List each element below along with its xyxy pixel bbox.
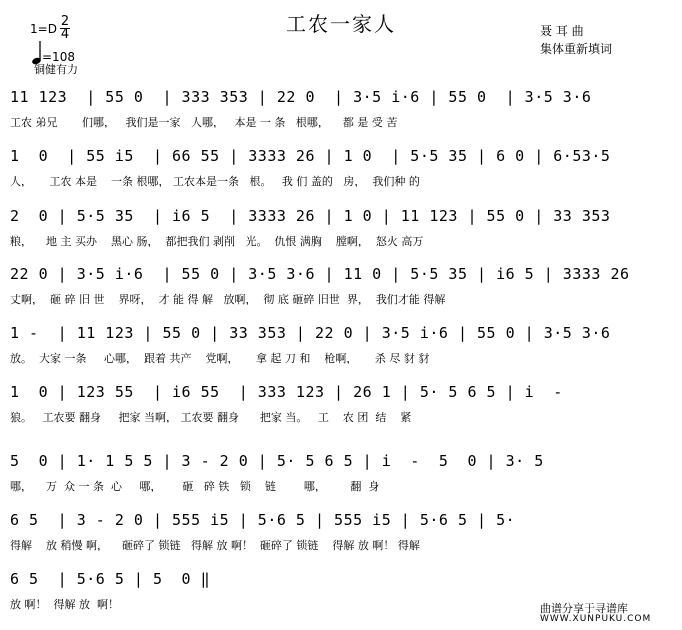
song-title: 工农一家人: [286, 12, 396, 36]
notation-line: 1 0 | 123 55 | i6 55 | 333 123 | 26 1 | 5· 5 6 5 | i -: [10, 383, 563, 401]
style-marking: 铜健有力: [34, 63, 78, 76]
lyrics-line: 得解 放 稍慢 啊， 砸碎了 锁链 得解 放 啊！ 砸碎了 锁链 得解 放 啊！ 得解: [10, 539, 420, 551]
time-denominator: 4: [60, 27, 70, 42]
notation-line: 6 5 | 3 - 2 0 | 555 i5 | 5·6 5 | 555 i5 | 5·6 5 | 5·: [10, 511, 516, 529]
notation-line: 22 0 | 3·5 i·6 | 55 0 | 3·5 3·6 | 11 0 | 5·5 35 | i6 5 | 3333 26: [10, 265, 630, 283]
time-signature: [60, 16, 70, 41]
notation-line: 11 123 | 55 0 | 333 353 | 22 0 | 3·5 i·6 | 55 0 | 3·5 3·6: [10, 88, 592, 106]
source-url: WWW.XUNPUKU.COM: [540, 614, 652, 624]
lyrics-line: 工农 弟兄 们哪， 我们是一家 人哪， 本是 一 条 根哪， 都 是 受 苦: [10, 116, 398, 128]
lyrics-line: 人， 工农 本是 一条 根哪， 工农本是一条 根。 我 们 盖的 房， 我们种 的: [10, 175, 420, 187]
lyrics-line: 粮， 地 主 买办 黑心 肠， 都把我们 剥削 光。 仇恨 满胸 膛啊， 怒火 高万: [10, 235, 424, 247]
key-signature: 1=D: [30, 22, 57, 36]
time-numerator: 2: [60, 14, 70, 29]
tempo-marking: =108: [42, 50, 75, 64]
lyricist-credit: 集体重新填词: [540, 42, 613, 56]
lyrics-line: 放。 大家 一条 心哪， 跟着 共产 党啊， 拿 起 刀 和 枪啊， 杀 尽 豺 豺: [10, 352, 430, 364]
notation-line: 1 0 | 55 i5 | 66 55 | 3333 26 | 1 0 | 5·5 35 | 6 0 | 6·53·5: [10, 147, 611, 165]
lyrics-line: 放 啊！ 得解 放 啊！: [10, 598, 119, 610]
notation-line: 1 - | 11 123 | 55 0 | 33 353 | 22 0 | 3·5 i·6 | 55 0 | 3·5 3·6: [10, 324, 611, 342]
notation-line: 5 0 | 1· 1 5 5 | 3 - 2 0 | 5· 5 6 5 | i - 5 0 | 3· 5: [10, 452, 544, 470]
notation-line: 6 5 | 5·6 5 | 5 0 ‖: [10, 570, 211, 588]
source-credit: 曲谱分享于寻谱库: [540, 602, 628, 615]
lyrics-line: 哪， 万 众 一 条 心 哪， 砸 碎 铁 锁 链 哪， 翻 身: [10, 480, 380, 492]
notation-line: 2 0 | 5·5 35 | i6 5 | 3333 26 | 1 0 | 11 123 | 55 0 | 33 353: [10, 207, 611, 225]
lyrics-line: 狼。 工农要 翻身 把家 当啊， 工农要 翻身 把家 当。 工 农 团 结 紧: [10, 411, 412, 423]
composer-credit: 聂 耳 曲: [540, 24, 584, 38]
lyrics-line: 丈啊， 砸 碎 旧 世 界呀， 才 能 得 解 放啊， 彻 底 砸碎 旧世 界， 我们才能 得解: [10, 293, 446, 305]
